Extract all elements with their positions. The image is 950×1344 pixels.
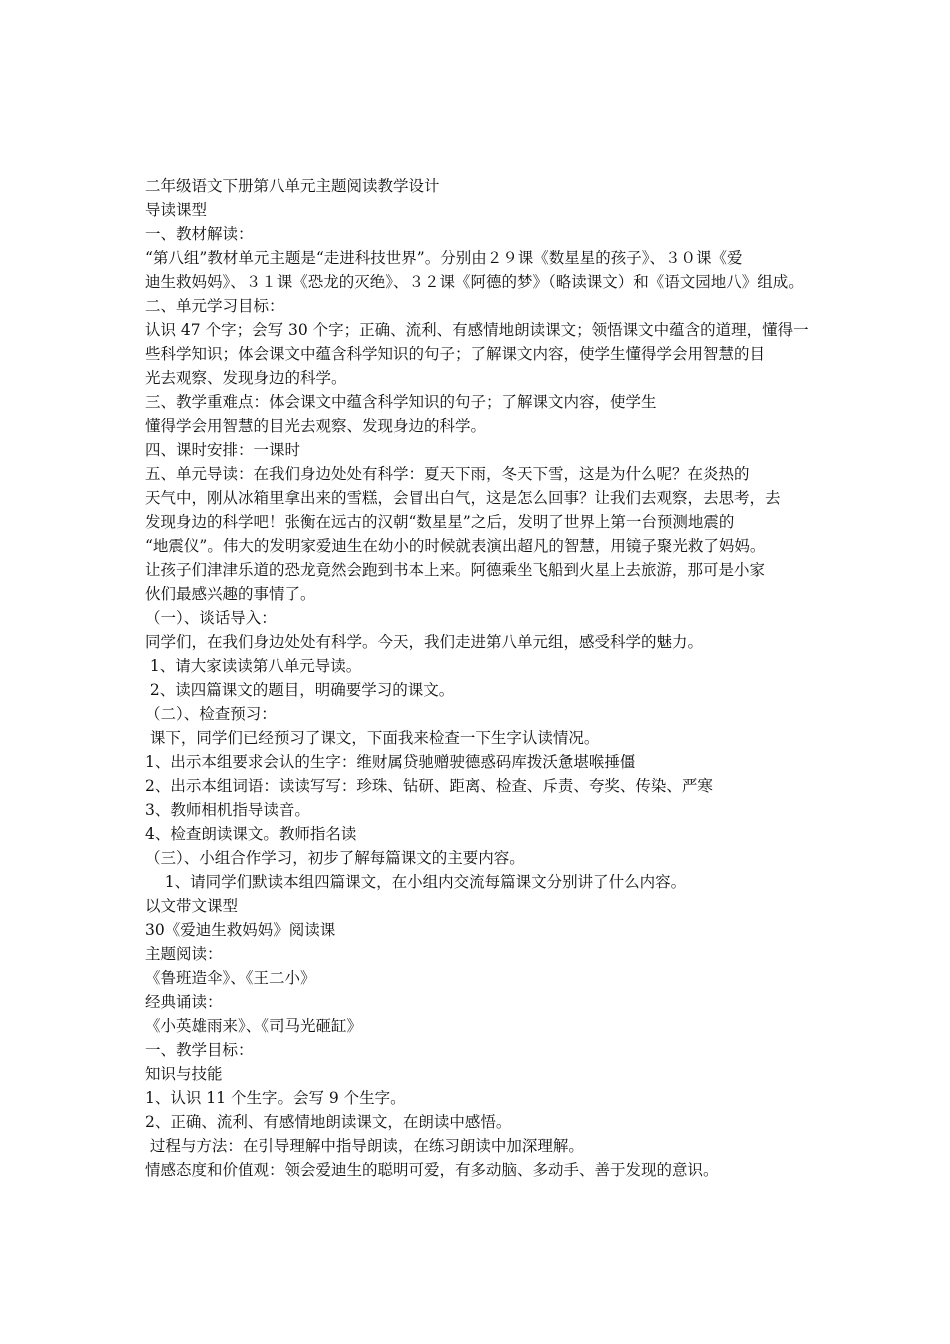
text-line: 1、认识 11 个生字。会写 9 个生字。	[145, 1089, 406, 1107]
text-line: 过程与方法：在引导理解中指导朗读，在练习朗读中加深理解。	[145, 1137, 584, 1155]
text-line: 知识与技能	[145, 1065, 223, 1083]
text-line: 以文带文课型	[145, 897, 239, 915]
text-line: 一、教学目标：	[145, 1041, 254, 1059]
text-line: 3、教师相机指导读音。	[145, 801, 310, 819]
text-line: （二）、检查预习：	[145, 705, 277, 723]
text-line: 迪生救妈妈》、３１课《恐龙的灭绝》、３２课《阿德的梦》（略读课文）和《语文园地八》组成。	[145, 273, 804, 291]
text-line: 1、出示本组要求会认的生字：维财属贷驰赠驶德惑码库拨沃惫堪喉捶僵	[145, 753, 636, 771]
text-line: 认识 47 个字；会写 30 个字；正确、流利、有感情地朗读课文；领悟课文中蕴含的道理，懂得一	[145, 321, 809, 339]
text-line: 《小英雄雨来》、《司马光砸缸》	[145, 1017, 363, 1035]
text-line: 经典诵读：	[145, 993, 223, 1011]
text-line: 情感态度和价值观：领会爱迪生的聪明可爱，有多动脑、多动手、善于发现的意识。	[145, 1161, 719, 1179]
text-line: 光去观察、发现身边的科学。	[145, 369, 347, 387]
text-line: 天气中，刚从冰箱里拿出来的雪糕，会冒出白气，这是怎么回事？让我们去观察，去思考，去	[145, 489, 781, 507]
text-line: 4、检查朗读课文。教师指名读	[145, 825, 357, 843]
text-line: 2、读四篇课文的题目，明确要学习的课文。	[145, 681, 455, 699]
text-line: 1、请同学们默读本组四篇课文，在小组内交流每篇课文分别讲了什么内容。	[145, 873, 687, 891]
text-line: 懂得学会用智慧的目光去观察、发现身边的科学。	[145, 417, 487, 435]
text-line: 2、正确、流利、有感情地朗读课文，在朗读中感悟。	[145, 1113, 512, 1131]
text-line: 发现身边的科学吧！张衡在远古的汉朝“数星星”之后，发明了世界上第一台预测地震的	[145, 513, 735, 531]
document-body	[145, 174, 825, 1182]
text-line: 课下，同学们已经预习了课文，下面我来检查一下生字认读情况。	[145, 729, 600, 747]
text-line: 导读课型	[145, 201, 208, 219]
text-line: 三、教学重难点：体会课文中蕴含科学知识的句子；了解课文内容，使学生	[145, 393, 657, 411]
text-line: 《鲁班造伞》、《王二小》	[145, 969, 316, 987]
text-line: 四、课时安排：一课时	[145, 441, 301, 459]
text-line: 同学们，在我们身边处处有科学。今天，我们走进第八单元组，感受科学的魅力。	[145, 633, 704, 651]
text-line: “第八组”教材单元主题是“走进科技世界”。分别由２９课《数星星的孩子》、３０课《爱	[145, 249, 743, 267]
text-line: 些科学知识；体会课文中蕴含科学知识的句子；了解课文内容，使学生懂得学会用智慧的目	[145, 345, 766, 363]
text-line: “地震仪”。伟大的发明家爱迪生在幼小的时候就表演出超凡的智慧，用镜子聚光救了妈妈。	[145, 537, 766, 555]
text-line: 让孩子们津津乐道的恐龙竟然会跑到书本上来。阿德乘坐飞船到火星上去旅游，那可是小家	[145, 561, 766, 579]
text-line: （三）、小组合作学习，初步了解每篇课文的主要内容。	[145, 849, 525, 867]
text-line: 一、教材解读：	[145, 225, 254, 243]
text-line: 1、请大家读读第八单元导读。	[145, 657, 362, 675]
text-line: 主题阅读：	[145, 945, 223, 963]
text-line: 伙们最感兴趣的事情了。	[145, 585, 316, 603]
text-line: 2、出示本组词语：读读写写：珍珠、钻研、距离、检查、斥责、夸奖、传染、严寒	[145, 777, 713, 795]
text-line: 五、单元导读：在我们身边处处有科学：夏天下雨，冬天下雪，这是为什么呢？在炎热的	[145, 465, 750, 483]
text-line: 30《爱迪生救妈妈》阅读课	[145, 921, 336, 939]
text-line: 二、单元学习目标：	[145, 297, 285, 315]
text-line: 二年级语文下册第八单元主题阅读教学设计	[145, 177, 440, 195]
text-line: （一）、谈话导入：	[145, 609, 277, 627]
